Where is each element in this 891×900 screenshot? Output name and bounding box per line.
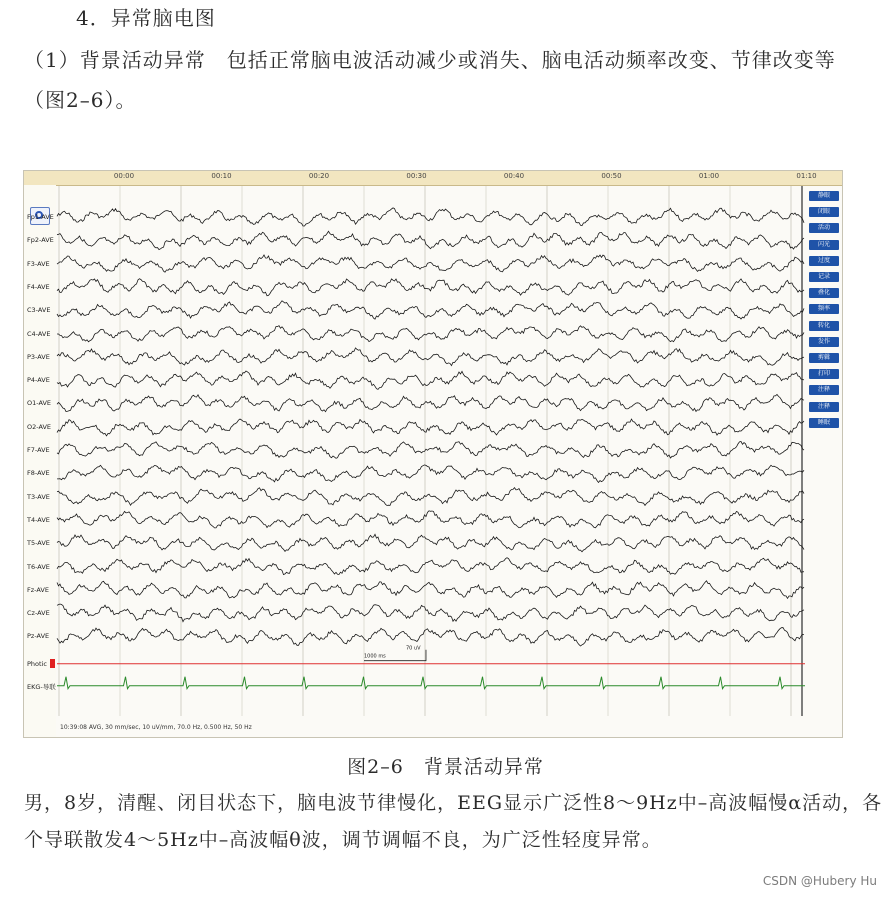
photic-marker <box>50 659 55 668</box>
time-tick-1: 00:10 <box>211 172 232 180</box>
channel-label: O1-AVE <box>27 399 52 408</box>
channel-label: Fp1-AVE <box>27 213 54 221</box>
eeg-trace-o2-ave <box>57 419 804 436</box>
panel-button[interactable]: 睡眠 <box>809 418 839 428</box>
eeg-trace-f3-ave <box>57 255 804 272</box>
eeg-trace-c3-ave <box>57 301 804 319</box>
panel-button[interactable]: 记录 <box>809 272 839 282</box>
time-tick-2: 00:20 <box>308 172 330 180</box>
recording-settings: 10:39:08 AVG, 30 mm/sec, 10 uV/mm, 70.0 Hz, 0.500 Hz, 50 Hz <box>60 724 252 731</box>
channel-label: F7-AVE <box>27 446 50 454</box>
panel-button[interactable]: 叠化 <box>809 288 839 298</box>
eeg-trace-fz-ave <box>57 581 804 599</box>
panel-button[interactable]: 静眼 <box>809 191 839 201</box>
eeg-trace-p4-ave <box>57 371 804 389</box>
eeg-trace-f8-ave <box>57 465 804 483</box>
eeg-trace-p3-ave <box>57 348 804 366</box>
channel-label: Pz-AVE <box>27 632 50 641</box>
channel-label: P4-AVE <box>27 376 50 385</box>
scale-amp-label: 70 uV <box>406 645 421 652</box>
time-tick-6: 01:00 <box>698 172 720 180</box>
eeg-trace-fp2-ave <box>57 231 804 249</box>
channel-label: Cz-AVE <box>27 609 50 618</box>
ekg-label: EKG-导联 <box>27 682 56 691</box>
panel-button[interactable]: 发作 <box>809 337 839 347</box>
panel-button[interactable]: 活动 <box>809 223 839 233</box>
time-tick-4: 00:40 <box>503 172 525 180</box>
section-heading: 4．异常脑电图 <box>76 6 216 30</box>
panel-button[interactable]: 注释 <box>809 402 839 412</box>
panel-button[interactable]: 剪辑 <box>809 353 839 363</box>
time-tick-5: 00:50 <box>601 172 622 180</box>
eeg-trace-cz-ave <box>57 604 804 622</box>
eeg-trace-fp1-ave <box>57 208 804 226</box>
panel-button[interactable]: 闪光 <box>809 240 839 250</box>
eeg-trace-pz-ave <box>57 628 804 646</box>
eeg-trace-f7-ave <box>57 442 804 459</box>
eeg-trace-t4-ave <box>57 511 804 528</box>
control-panel <box>807 187 842 737</box>
time-tick-7: 01:10 <box>796 172 817 180</box>
watermark: CSDN @Hubery Hu <box>762 874 877 888</box>
channel-label: F8-AVE <box>27 469 50 478</box>
scale-time-label: 1000 ms <box>364 653 386 660</box>
panel-button[interactable]: 转化 <box>809 321 839 331</box>
eeg-trace-t5-ave <box>57 534 804 552</box>
panel-button[interactable]: 过度 <box>809 256 839 266</box>
channel-label: T5-AVE <box>27 539 50 548</box>
ekg-trace <box>57 677 805 689</box>
channel-label: F3-AVE <box>27 259 50 268</box>
channel-label: C4-AVE <box>27 329 51 338</box>
channel-label: T6-AVE <box>27 562 50 571</box>
channel-label: T3-AVE <box>27 492 50 501</box>
time-tick-3: 00:30 <box>406 172 427 180</box>
channel-label: Fz-AVE <box>27 585 49 594</box>
eeg-trace-t3-ave <box>57 488 804 506</box>
panel-button[interactable]: 闭眼 <box>809 207 839 217</box>
eeg-trace-o1-ave <box>57 395 804 412</box>
eeg-traces <box>24 171 842 737</box>
panel-button[interactable]: 打印 <box>809 369 839 379</box>
panel-button[interactable]: 注释 <box>809 385 839 395</box>
eeg-figure <box>23 170 843 738</box>
time-bar <box>24 171 842 186</box>
intro-paragraph: （1）背景活动异常 包括正常脑电波活动减少或消失、脑电活动频率改变、节律改变等（图2–6）。 <box>24 48 836 112</box>
channel-label: T4-AVE <box>27 515 50 524</box>
figure-caption: 图2–6 背景活动异常 <box>347 756 544 778</box>
case-description: 男，8岁，清醒、闭目状态下，脑电波节律慢化，EEG显示广泛性8～9Hz中–高波幅慢α活动，各个导联散发4～5Hz中–高波幅θ波，调节调幅不良，为广泛性轻度异常。 <box>24 792 883 851</box>
channel-label: C3-AVE <box>27 306 51 315</box>
channel-label: Fp2-AVE <box>27 236 54 245</box>
eeg-trace-t6-ave <box>57 558 804 575</box>
channel-label: O2-AVE <box>27 422 52 431</box>
eeg-trace-f4-ave <box>57 279 804 296</box>
panel-button[interactable]: 频率 <box>809 304 839 314</box>
channel-label-column <box>24 185 56 737</box>
photic-label: Photic <box>27 659 47 668</box>
channel-label: P3-AVE <box>27 352 50 361</box>
time-tick-0: 00:00 <box>113 172 135 180</box>
eeg-trace-c4-ave <box>57 326 804 342</box>
channel-label: F4-AVE <box>27 282 50 291</box>
